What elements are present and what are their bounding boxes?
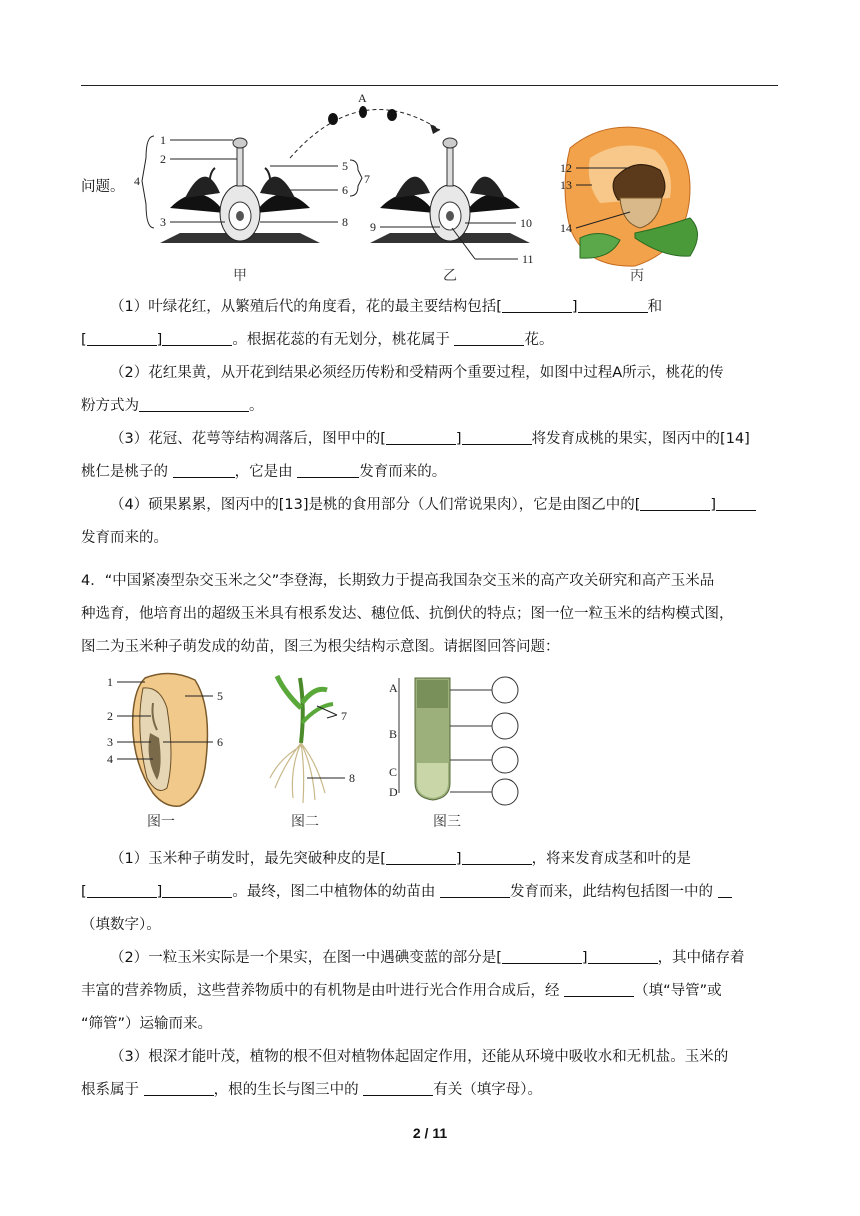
q3-part-2-cont: 粉方式为 。 bbox=[81, 390, 781, 423]
answer-blank[interactable] bbox=[502, 296, 572, 313]
question-3-intro-tail: 问题。 bbox=[81, 179, 125, 195]
answer-blank[interactable] bbox=[454, 329, 524, 346]
caption-fig3: 图三 bbox=[433, 814, 461, 830]
q4-intro-line-1: 4．“中国紧凑型杂交玉米之父”李登海，长期致力于提高我国杂交玉米的高产攻关研究和高产玉米品 bbox=[81, 573, 715, 589]
q4-part-3: （3）根深才能叶茂，植物的根不但对植物体起固定作用，还能从环境中吸收水和无机盐。玉米的 bbox=[110, 1049, 729, 1065]
label-seed-2: 2 bbox=[107, 709, 113, 723]
caption-yi: 乙 bbox=[443, 268, 457, 284]
q3-part-3: （3）花冠、花萼等结构凋落后，图甲中的[ ] 将发育成桃的果实，图丙中的[14] bbox=[81, 423, 781, 456]
q3-part-3-cont: 桃仁是桃子的 ，它是由 发育而来的。 bbox=[81, 456, 781, 489]
caption-fig2: 图二 bbox=[291, 814, 319, 830]
q3-part-4: （4）硕果累累，图丙中的[13]是桃的食用部分（人们常说果肉），它是由图乙中的[ ] bbox=[81, 489, 781, 522]
answer-blank[interactable] bbox=[578, 296, 648, 313]
answer-blank[interactable] bbox=[363, 1079, 433, 1096]
q4-intro-line-2: 种选育，他培育出的超级玉米具有根系发达、穗位低、抗倒伏的特点；图一位一粒玉米的结构模式图， bbox=[81, 606, 734, 622]
label-4: 4 bbox=[134, 174, 140, 188]
corn-seedling-diagram bbox=[270, 676, 333, 803]
caption-bing: 丙 bbox=[630, 268, 644, 284]
label-13: 13 bbox=[560, 178, 572, 192]
label-11: 11 bbox=[522, 252, 534, 266]
peach-bing bbox=[565, 127, 698, 266]
label-2: 2 bbox=[160, 152, 166, 166]
label-seed-5: 5 bbox=[217, 689, 223, 703]
label-seed-6: 6 bbox=[217, 735, 223, 749]
question-4 bbox=[81, 843, 781, 1107]
answer-blank[interactable] bbox=[718, 881, 732, 898]
answer-blank[interactable] bbox=[386, 428, 456, 445]
answer-blank[interactable] bbox=[640, 494, 710, 511]
q4-part-2-end: “筛管”）运输而来。 bbox=[81, 1016, 213, 1032]
answer-blank[interactable] bbox=[87, 329, 157, 346]
q4-part-2-cont: 丰富的营养物质，这些营养物质中的有机物是由叶进行光合作用合成后，经 （填“导管”或 bbox=[81, 975, 781, 1008]
label-7: 7 bbox=[364, 172, 370, 186]
q4-part-2: （2）一粒玉米实际是一个果实，在图一中遇碘变蓝的部分是[ ] ，其中储存着 bbox=[81, 942, 781, 975]
q3-part-1: （1）叶绿花红，从繁殖后代的角度看，花的最主要结构包括[ ] 和 bbox=[81, 291, 781, 324]
caption-fig1: 图一 bbox=[147, 814, 175, 830]
q4-part-1-end: （填数字）。 bbox=[81, 917, 161, 933]
pollen-dot bbox=[328, 113, 338, 125]
pollen-dot bbox=[359, 106, 367, 118]
answer-blank[interactable] bbox=[440, 881, 510, 898]
q3-part-2: （2）花红果黄，从开花到结果必须经历传粉和受精两个重要过程，如图中过程A所示，桃花的传 bbox=[110, 365, 724, 381]
q4-intro-line-3: 图二为玉米种子萌发成的幼苗，图三为根尖结构示意图。请据图回答问题： bbox=[81, 639, 560, 655]
label-seed-4: 4 bbox=[107, 752, 113, 766]
answer-blank[interactable] bbox=[144, 1079, 214, 1096]
label-14: 14 bbox=[560, 221, 572, 235]
label-8: 8 bbox=[342, 215, 348, 229]
label-root-D: D bbox=[389, 785, 398, 799]
label-5: 5 bbox=[342, 159, 348, 173]
label-9: 9 bbox=[370, 220, 376, 234]
label-seedling-8: 8 bbox=[349, 771, 355, 785]
answer-blank[interactable] bbox=[502, 947, 582, 964]
label-seedling-7: 7 bbox=[341, 709, 347, 723]
answer-blank[interactable] bbox=[297, 461, 359, 478]
label-seed-3: 3 bbox=[107, 735, 113, 749]
label-1: 1 bbox=[160, 133, 166, 147]
label-root-B: B bbox=[389, 727, 398, 741]
flower-fruit-figure bbox=[130, 88, 730, 288]
corn-figure bbox=[105, 668, 535, 838]
q3-part-1-cont: [ ] 。根据花蕊的有无划分，桃花属于 花。 bbox=[81, 324, 781, 357]
corn-seed-diagram bbox=[133, 673, 208, 806]
header-rule bbox=[81, 85, 778, 86]
answer-blank[interactable] bbox=[588, 947, 658, 964]
answer-blank[interactable] bbox=[87, 881, 157, 898]
label-root-C: C bbox=[389, 765, 398, 779]
answer-blank[interactable] bbox=[716, 494, 756, 511]
answer-blank[interactable] bbox=[386, 848, 456, 865]
label-12: 12 bbox=[560, 161, 572, 175]
question-4-intro bbox=[81, 565, 781, 664]
q4-part-1: （1）玉米种子萌发时，最先突破种皮的是[ ] ，将来发育成茎和叶的是 bbox=[81, 843, 781, 876]
question-3 bbox=[81, 291, 781, 555]
q4-part-3-cont: 根系属于 ，根的生长与图三中的 有关（填字母）。 bbox=[81, 1074, 781, 1107]
answer-blank[interactable] bbox=[173, 461, 235, 478]
arrow-label: A bbox=[358, 91, 367, 105]
caption-jia: 甲 bbox=[233, 268, 247, 284]
answer-blank[interactable] bbox=[462, 428, 532, 445]
answer-blank[interactable] bbox=[162, 881, 232, 898]
q3-part-4-cont: 发育而来的。 bbox=[81, 530, 168, 546]
answer-blank[interactable] bbox=[139, 395, 249, 412]
label-10: 10 bbox=[520, 216, 532, 230]
label-6: 6 bbox=[342, 183, 348, 197]
answer-blank[interactable] bbox=[462, 848, 532, 865]
pollen-dot bbox=[387, 109, 397, 121]
root-tip-diagram bbox=[399, 677, 518, 805]
answer-blank[interactable] bbox=[162, 329, 232, 346]
label-3: 3 bbox=[160, 215, 166, 229]
label-seed-1: 1 bbox=[107, 675, 113, 689]
answer-blank[interactable] bbox=[564, 980, 634, 997]
page-number: 2 / 11 bbox=[412, 1125, 448, 1141]
q4-part-1-cont: [ ] 。最终，图二中植物体的幼苗由 发育而来，此结构包括图一中的 bbox=[81, 876, 781, 909]
label-root-A: A bbox=[389, 681, 398, 695]
